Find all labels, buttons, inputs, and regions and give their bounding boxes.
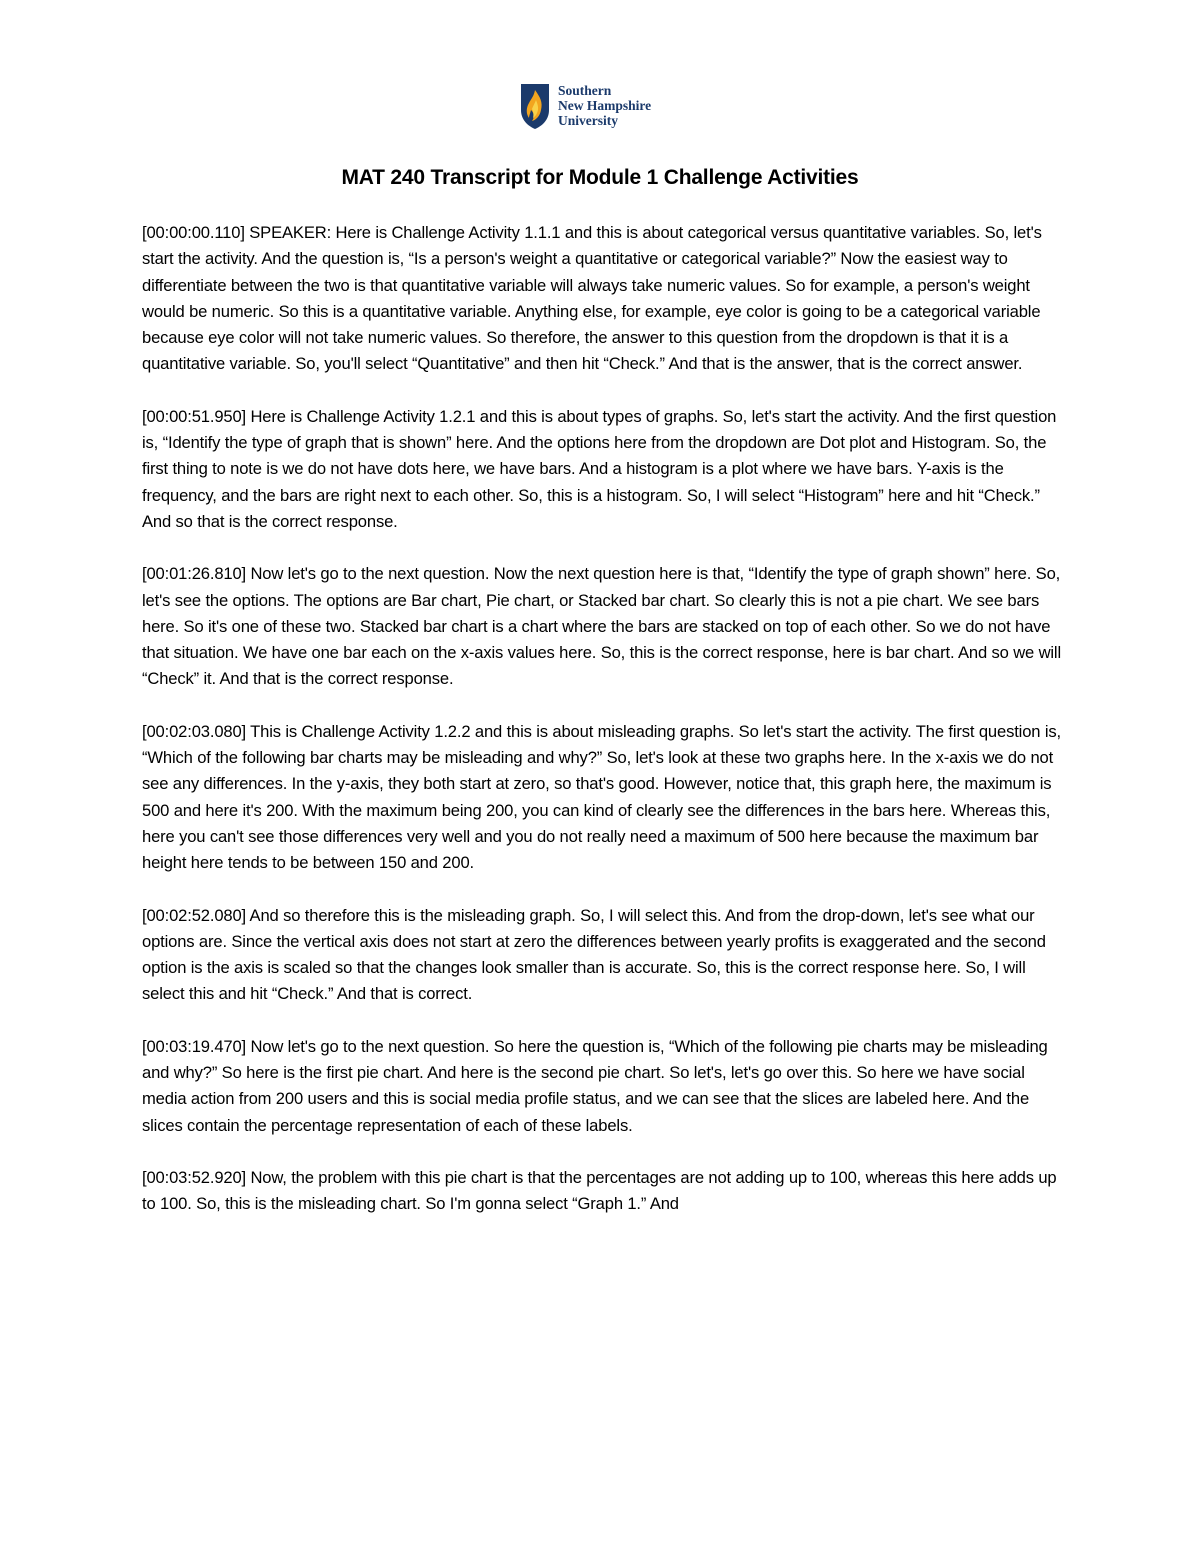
transcript-paragraph <box>142 561 1062 692</box>
timestamp: [00:03:19.470] <box>142 1036 247 1056</box>
transcript-paragraph <box>142 404 1062 535</box>
logo-line-2: New Hampshire <box>558 98 652 113</box>
university-logo <box>520 82 690 134</box>
timestamp: [00:00:51.950] <box>142 406 247 426</box>
logo-wordmark <box>558 83 651 128</box>
transcript-paragraph <box>142 903 1062 1008</box>
timestamp: [00:02:03.080] <box>142 721 247 741</box>
transcript-paragraph <box>142 220 1062 378</box>
timestamp: [00:01:26.810] <box>142 564 247 584</box>
document-title: MAT 240 Transcript for Module 1 Challenge Activities <box>341 166 859 189</box>
paragraph-text: Now let's go to the next question. So here the question is, “Which of the following pie charts may be misleading and why?” So here is the first pie chart. And here is the second pie chart. So let's, let's go over this. So here we have social media action from 200 users and this is social media profile status, and we can see that the slices are labeled here. And the slices contain the percentage representation of each of these labels. <box>142 1036 1048 1135</box>
paragraph-text: This is Challenge Activity 1.2.2 and this is about misleading graphs. So let's start the activity. The first question is, “Which of the following bar charts may be misleading and why?” So, let's look at these two graphs here. In the x-axis we do not see any differences. In the y-axis, they both start at zero, so that's good. However, notice that, this graph here, the maximum is 500 and here it's 200. With the maximum being 200, you can kind of clearly see the differences in the bars here. Whereas this, here you can't see those differences very well and you do not really need a maximum of 500 here because the maximum bar height here tends to be between 150 and 200. <box>142 721 1061 873</box>
logo-line-1: Southern <box>558 83 612 98</box>
logo-line-3: University <box>558 113 618 128</box>
timestamp: [00:02:52.080] <box>142 905 247 925</box>
paragraph-text: SPEAKER: Here is Challenge Activity 1.1.1 and this is about categorical versus quantitative variables. So, let's start the activity. And the question is, “Is a person's weight a quantitative or categorical variable?” Now the easiest way to differentiate between the two is that quantitative variable will always take numeric values. So for example, a person's weight would be numeric. So this is a quantitative variable. Anything else, for example, eye color is going to be a categorical variable because eye color will not take numeric values. So therefore, the answer to this question from the dropdown is that it is a quantitative variable. So, you'll select “Quantitative” and then hit “Check.” And that is the answer, that is the correct answer. <box>142 223 1042 374</box>
transcript-paragraph <box>142 1034 1062 1139</box>
shield-flame-icon <box>520 82 550 130</box>
timestamp: [00:03:52.920] <box>142 1167 247 1187</box>
transcript-paragraph <box>142 719 1062 877</box>
paragraph-text: And so therefore this is the misleading graph. So, I will select this. And from the drop-down, let's see what our options are. Since the vertical axis does not start at zero the differences between yearly profits is exaggerated and the second option is the axis is scaled so that the changes look smaller than is accurate. So, this is the correct response here. So, I will select this and hit “Check.” And that is correct. <box>142 905 1046 1004</box>
paragraph-text: Here is Challenge Activity 1.2.1 and this is about types of graphs. So, let's start the activity. And the first question is, “Identify the type of graph that is shown” here. And the options here from the dropdown are Dot plot and Histogram. So, the first thing to note is we do not have dots here, we have bars. And a histogram is a plot where we have bars. Y-axis is the frequency, and the bars are right next to each other. So, this is a histogram. So, I will select “Histogram” here and hit “Check.” And so that is the correct response. <box>142 406 1057 531</box>
paragraph-text: Now let's go to the next question. Now the next question here is that, “Identify the type of graph shown” here. So, let's see the options. The options are Bar chart, Pie chart, or Stacked bar chart. So clearly this is not a pie chart. We see bars here. So it's one of these two. Stacked bar chart is a chart where the bars are stacked on top of each other. So we do not have that situation. We have one bar each on the x-axis values here. So, this is the correct response, here is bar chart. And so we will “Check” it. And that is the correct response. <box>142 564 1062 689</box>
transcript-body <box>142 220 1062 1244</box>
timestamp: [00:00:00.110] <box>142 223 245 242</box>
transcript-paragraph <box>142 1165 1062 1218</box>
paragraph-text: Now, the problem with this pie chart is that the percentages are not adding up to 100, whereas this here adds up to 100. So, this is the misleading chart. So I'm gonna select “Graph 1.” And <box>142 1167 1057 1214</box>
